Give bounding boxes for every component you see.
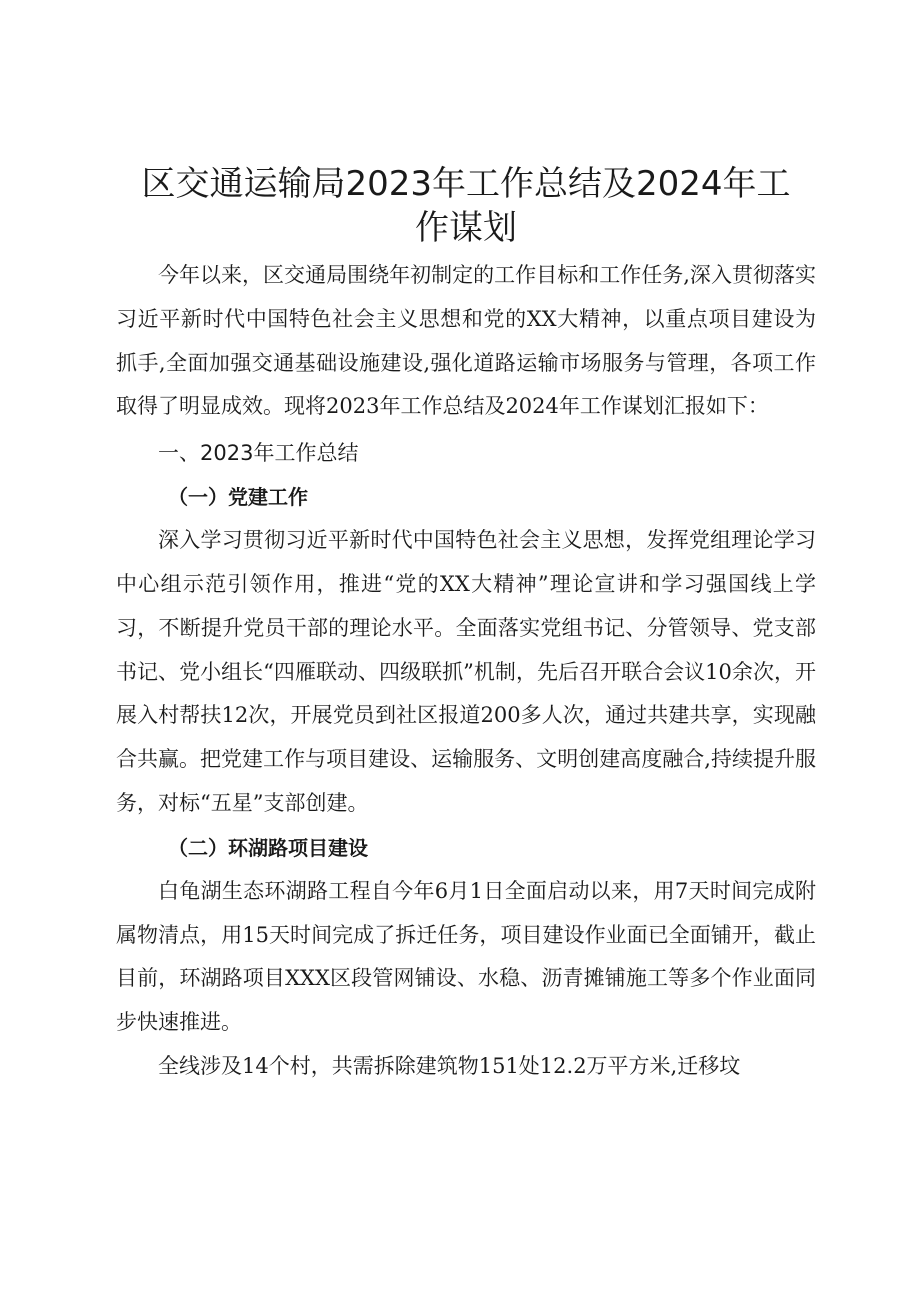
party-building-paragraph: 深入学习贯彻习近平新时代中国特色社会主义思想，发挥党组理论学习中心组示范引领作用，推进“党的XX大精神”理论宣讲和学习强国线上学习，不断提升党员干部的理论水平。全面落实党组书记、分管领导、党支部书记、党小组长“四雁联动、四级联抓”机制，先后召开联合会议10余次，开展入村帮扶12次，开展党员到社区报道200多人次，通过共建共享，实现融合共赢。把党建工作与项目建设、运输服务、文明创建高度融合,持续提升服务，对标“五星”支部创建。 [116, 528, 816, 815]
title-line-2: 作谋划 [415, 208, 517, 248]
intro-paragraph: 今年以来，区交通局围绕年初制定的工作目标和工作任务,深入贯彻落实习近平新时代中国特色社会主义思想和党的XX大精神，以重点项目建设为抓手,全面加强交通基础设施建设,强化道路运输市场服务与管理，各项工作取得了明显成效。现将2023年工作总结及2024年工作谋划汇报如下： [116, 263, 816, 419]
title-line-1: 区交通运输局2023年工作总结及2024年工 [141, 164, 791, 204]
section-heading-1: 一、2023年工作总结 [158, 441, 359, 466]
subsection-heading-lake-road: （二）环湖路项目建设 [168, 835, 368, 860]
document-title [116, 162, 816, 250]
subsection-heading-party-building: （一）党建工作 [168, 485, 308, 510]
lake-road-paragraph-2: 全线涉及14个村，共需拆除建筑物151处12.2万平方米,迁移坟 [158, 1053, 741, 1078]
lake-road-paragraph-1: 白龟湖生态环湖路工程自今年6月1日全面启动以来，用7天时间完成附属物清点，用15天时间完成了拆迁任务，项目建设作业面已全面铺开，截止目前，环湖路项目XXX区段管网铺设、水稳、沥青摊铺施工等多个作业面同步快速推进。 [116, 878, 816, 1035]
